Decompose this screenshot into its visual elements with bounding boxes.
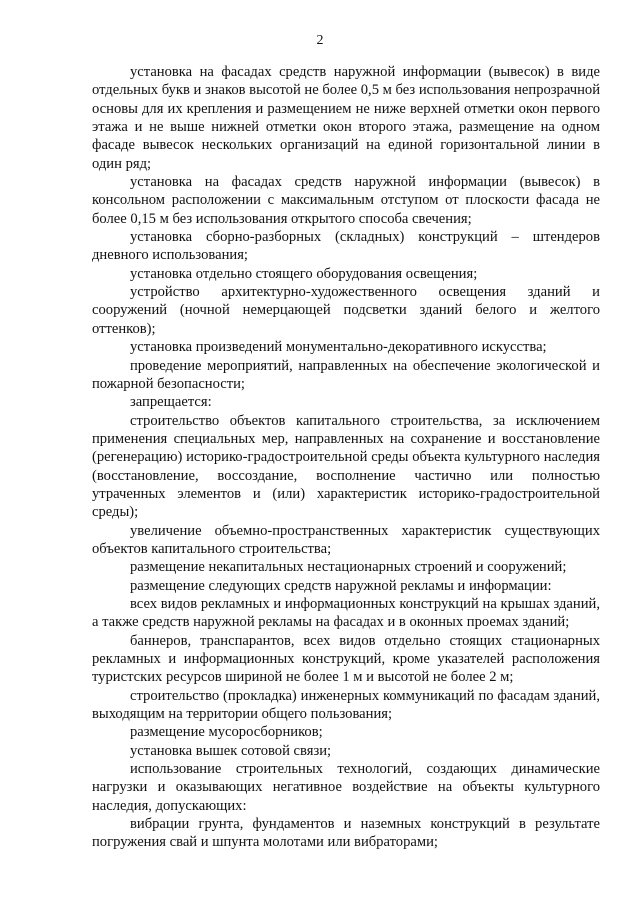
paragraph: всех видов рекламных и информационных конструкций на крышах зданий, а также средств наружной рекламы на фасадах и в оконных проемах зданий; — [92, 595, 600, 631]
paragraph: установка вышек сотовой связи; — [130, 742, 332, 759]
paragraph: размещение следующих средств наружной рекламы и информации: — [130, 577, 552, 594]
document-body — [92, 63, 600, 852]
paragraph: размещение мусоросборников; — [130, 724, 323, 741]
paragraph: увеличение объемно-пространственных характеристик существующих объектов капитального строительства; — [92, 522, 600, 557]
paragraph: установка сборно-разборных (складных) конструкций – штендеров дневного использования; — [92, 229, 600, 264]
paragraph: строительство объектов капитального строительства, за исключением применения специальных мер, направленных на сохранение и восстановление (регенерацию) историко-градостроительной среды объекта культурного наследия (восстановление, воссоздание, восполнение частично или полностью утраченных элементов и (или) характеристик историко-градостроительной среды); — [92, 412, 600, 521]
paragraph: устройство архитектурно-художественного освещения зданий и сооружений (ночной немерцающей подсветки зданий белого и желтого оттенков); — [92, 284, 600, 337]
paragraph: установка на фасадах средств наружной информации (вывесок) в консольном расположении с максимальным отступом от плоскости фасада не более 0,15 м без использования открытого способа свечения; — [92, 174, 600, 227]
paragraph: размещение некапитальных нестационарных строений и сооружений; — [130, 559, 567, 576]
paragraph: установка произведений монументально-декоративного искусства; — [130, 339, 547, 356]
paragraph: использование строительных технологий, создающих динамические нагрузки и оказывающих негативное воздействие на объекты культурного наследия, допускающих: — [92, 761, 600, 814]
paragraph: установка на фасадах средств наружной информации (вывесок) в виде отдельных букв и знаков высотой не более 0,5 м без использования непрозрачной основы для их крепления и размещением не ниже верхней отметки окон первого этажа и не выше нижней отметки окон второго этажа, размещение на одном фасаде вывесок нескольких организаций на единой горизонтальной линии в один ряд; — [92, 64, 601, 172]
paragraph: строительство (прокладка) инженерных коммуникаций по фасадам зданий, выходящим на территории общего пользования; — [92, 687, 600, 723]
paragraph: установка отдельно стоящего оборудования освещения; — [130, 265, 478, 282]
paragraph-prohibited-heading: запрещается: — [130, 394, 212, 411]
paragraph: проведение мероприятий, направленных на обеспечение экологической и пожарной безопасности; — [92, 357, 600, 392]
page-number: 2 — [316, 33, 324, 48]
paragraph: вибрации грунта, фундаментов и наземных конструкций в результате погружения свай и шпунта молотами или вибраторами; — [92, 816, 600, 851]
paragraph: баннеров, транспарантов, всех видов отдельно стоящих стационарных рекламных и информационных конструкций, кроме указателей расположения туристских ресурсов шириной не более 1 м и высотой не более 2 м; — [92, 632, 600, 686]
